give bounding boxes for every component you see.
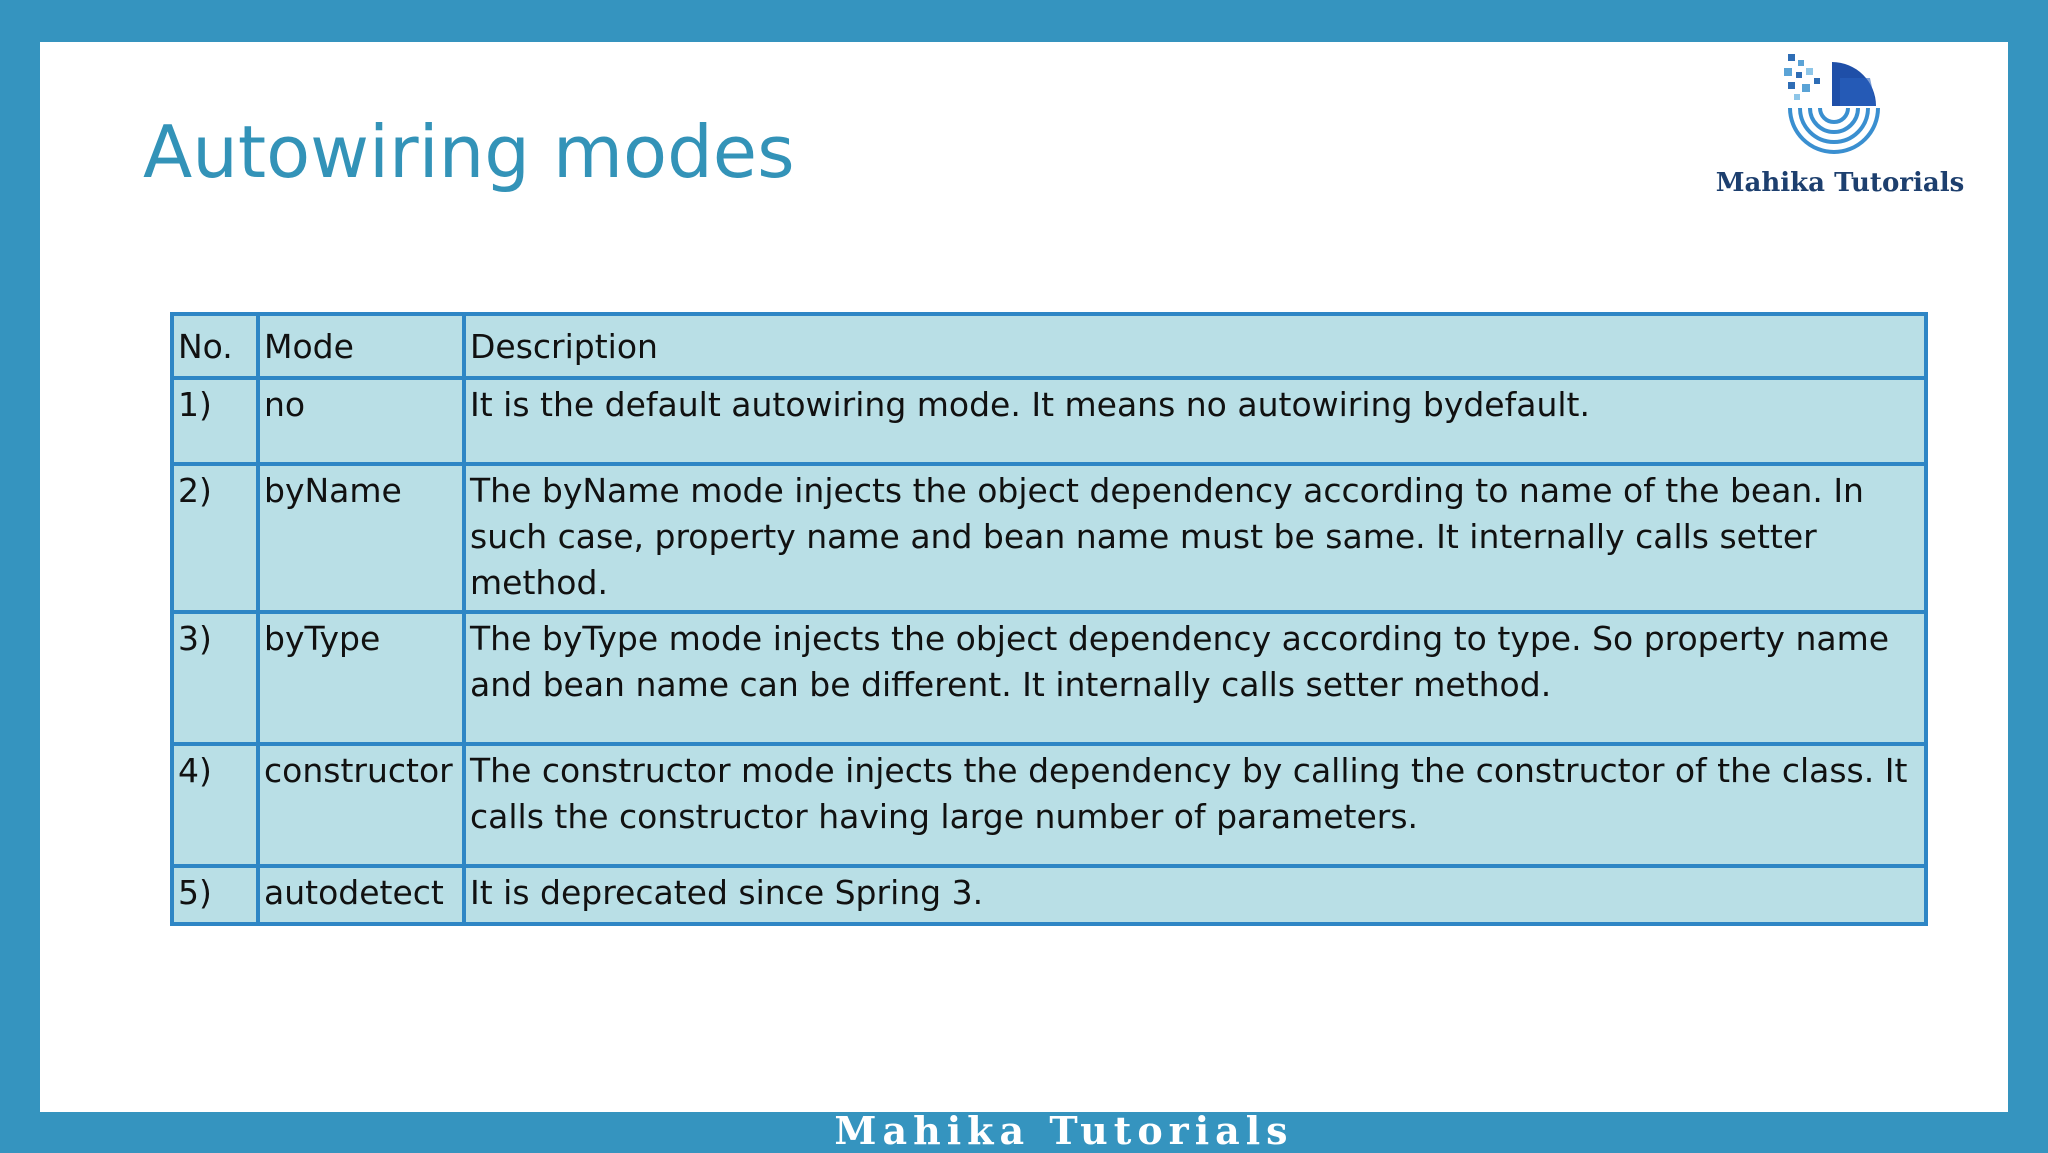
header-description: Description [464,314,1926,378]
cell-no: 2) [172,464,258,612]
cell-mode: autodetect [258,866,464,924]
table-row [172,378,1926,464]
table-header-row [172,314,1926,378]
logo-text: Mahika Tutorials [1715,168,1965,198]
header-mode: Mode [258,314,464,378]
cell-no: 5) [172,866,258,924]
table-row [172,612,1926,744]
table-row [172,866,1926,924]
table-row [172,744,1926,866]
cell-mode: byType [258,612,464,744]
cell-no: 1) [172,378,258,464]
cell-description: The constructor mode injects the dependency by calling the constructor of the class. It calls the constructor having large number of parameters. [464,744,1926,866]
header-no: No. [172,314,258,378]
table-row [172,464,1926,612]
cell-no: 4) [172,744,258,866]
mahika-logo-icon [1780,48,1900,168]
cell-mode: no [258,378,464,464]
autowiring-modes-table [170,312,1928,926]
footer-brand: Mahika Tutorials [834,1108,1294,1153]
cell-mode: constructor [258,744,464,866]
slide [40,42,2008,1112]
cell-no: 3) [172,612,258,744]
cell-description: The byType mode injects the object dependency according to type. So property name and bean name can be different. It internally calls setter method. [464,612,1926,744]
cell-description: The byName mode injects the object dependency according to name of the bean. In such case, property name and bean name must be same. It internally calls setter method. [464,464,1926,612]
cell-description: It is the default autowiring mode. It means no autowiring bydefault. [464,378,1926,464]
cell-mode: byName [258,464,464,612]
slide-title: Autowiring modes [143,110,795,194]
cell-description: It is deprecated since Spring 3. [464,866,1926,924]
logo [1690,48,1990,218]
